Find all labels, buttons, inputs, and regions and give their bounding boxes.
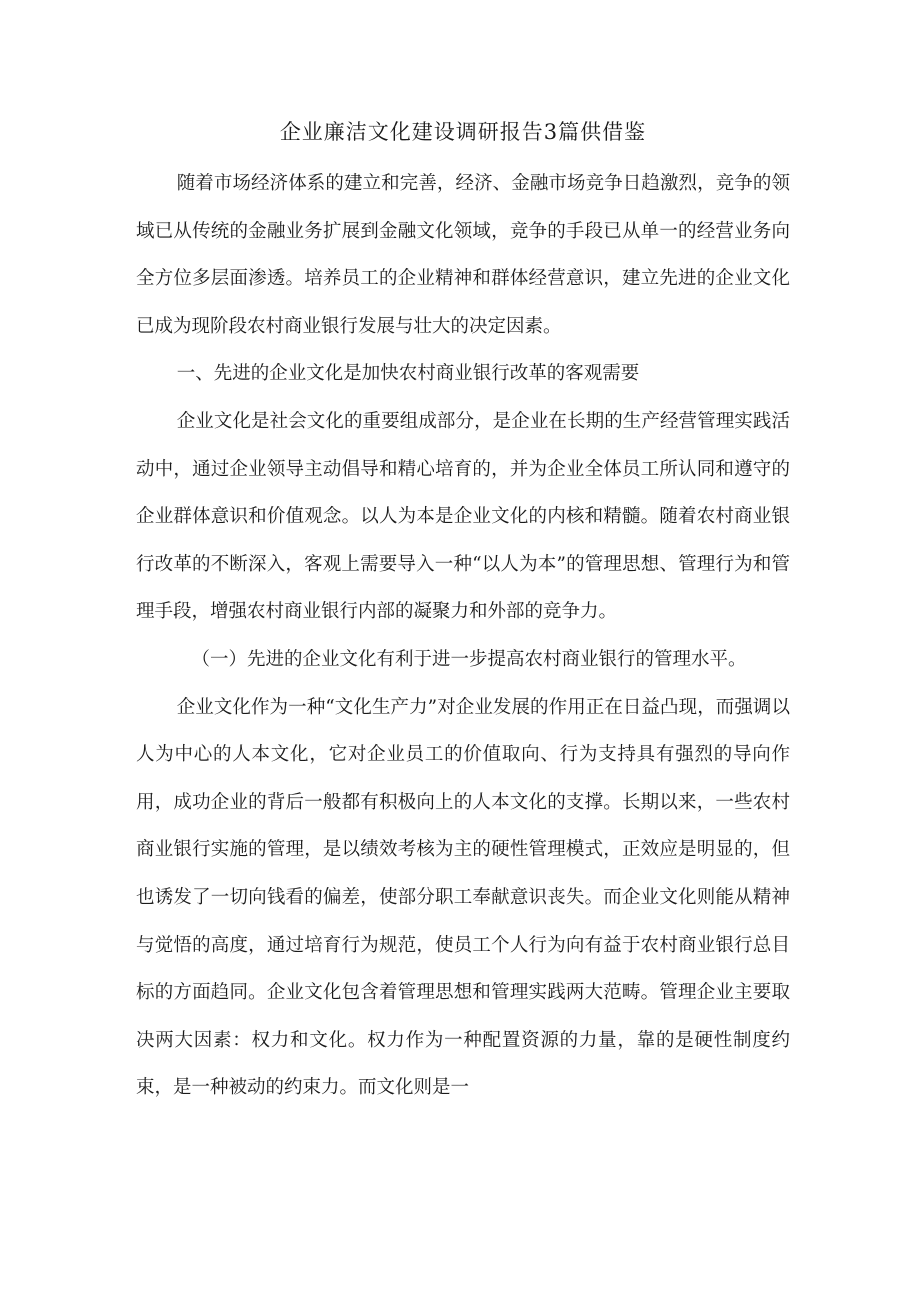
section-heading-1: 一、先进的企业文化是加快农村商业银行改革的客观需要 [176,363,640,385]
subsection-heading-1: （一）先进的企业文化有利于进一步提高农村商业银行的管理水平。 [191,648,747,670]
section-1-paragraph: 企业文化是社会文化的重要组成部分，是企业在长期的生产经营管理实践活动中，通过企业领导主动倡导和精心培育的，并为企业全体员工所认同和遵守的企业群体意识和价值观念。以人为本是企业文化的内核和精髓。随着农村商业银行改革的不断深入，客观上需要导入一种“以人为本”的管理思想、管理行为和管理手段，增强农村商业银行内部的凝聚力和外部的竞争力。 [136,410,790,623]
document-body [136,112,790,1112]
document-title: 企业廉洁文化建设调研报告3篇供借鉴 [279,120,647,144]
intro-paragraph: 随着市场经济体系的建立和完善，经济、金融市场竞争日趋激烈，竞争的领域已从传统的金融业务扩展到金融文化领域，竞争的手段已从单一的经营业务向全方位多层面渗透。培养员工的企业精神和群体经营意识，建立先进的企业文化已成为现阶段农村商业银行发展与壮大的决定因素。 [136,173,790,337]
subsection-1-paragraph: 企业文化作为一种“文化生产力”对企业发展的作用正在日益凸现，而强调以人为中心的人本文化，它对企业员工的价值取向、行为支持具有强烈的导向作用，成功企业的背后一般都有积极向上的人本文化的支撑。长期以来，一些农村商业银行实施的管理，是以绩效考核为主的硬性管理模式，正效应是明显的，但也诱发了一切向钱看的偏差，使部分职工奉献意识丧失。而企业文化则能从精神与觉悟的高度，通过培育行为规范，使员工个人行为向有益于农村商业银行总目标的方面趋同。企业文化包含着管理思想和管理实践两大范畴。管理企业主要取决两大因素：权力和文化。权力作为一种配置资源的力量，靠的是硬性制度约束，是一种被动的约束力。而文化则是一 [136,696,790,1099]
